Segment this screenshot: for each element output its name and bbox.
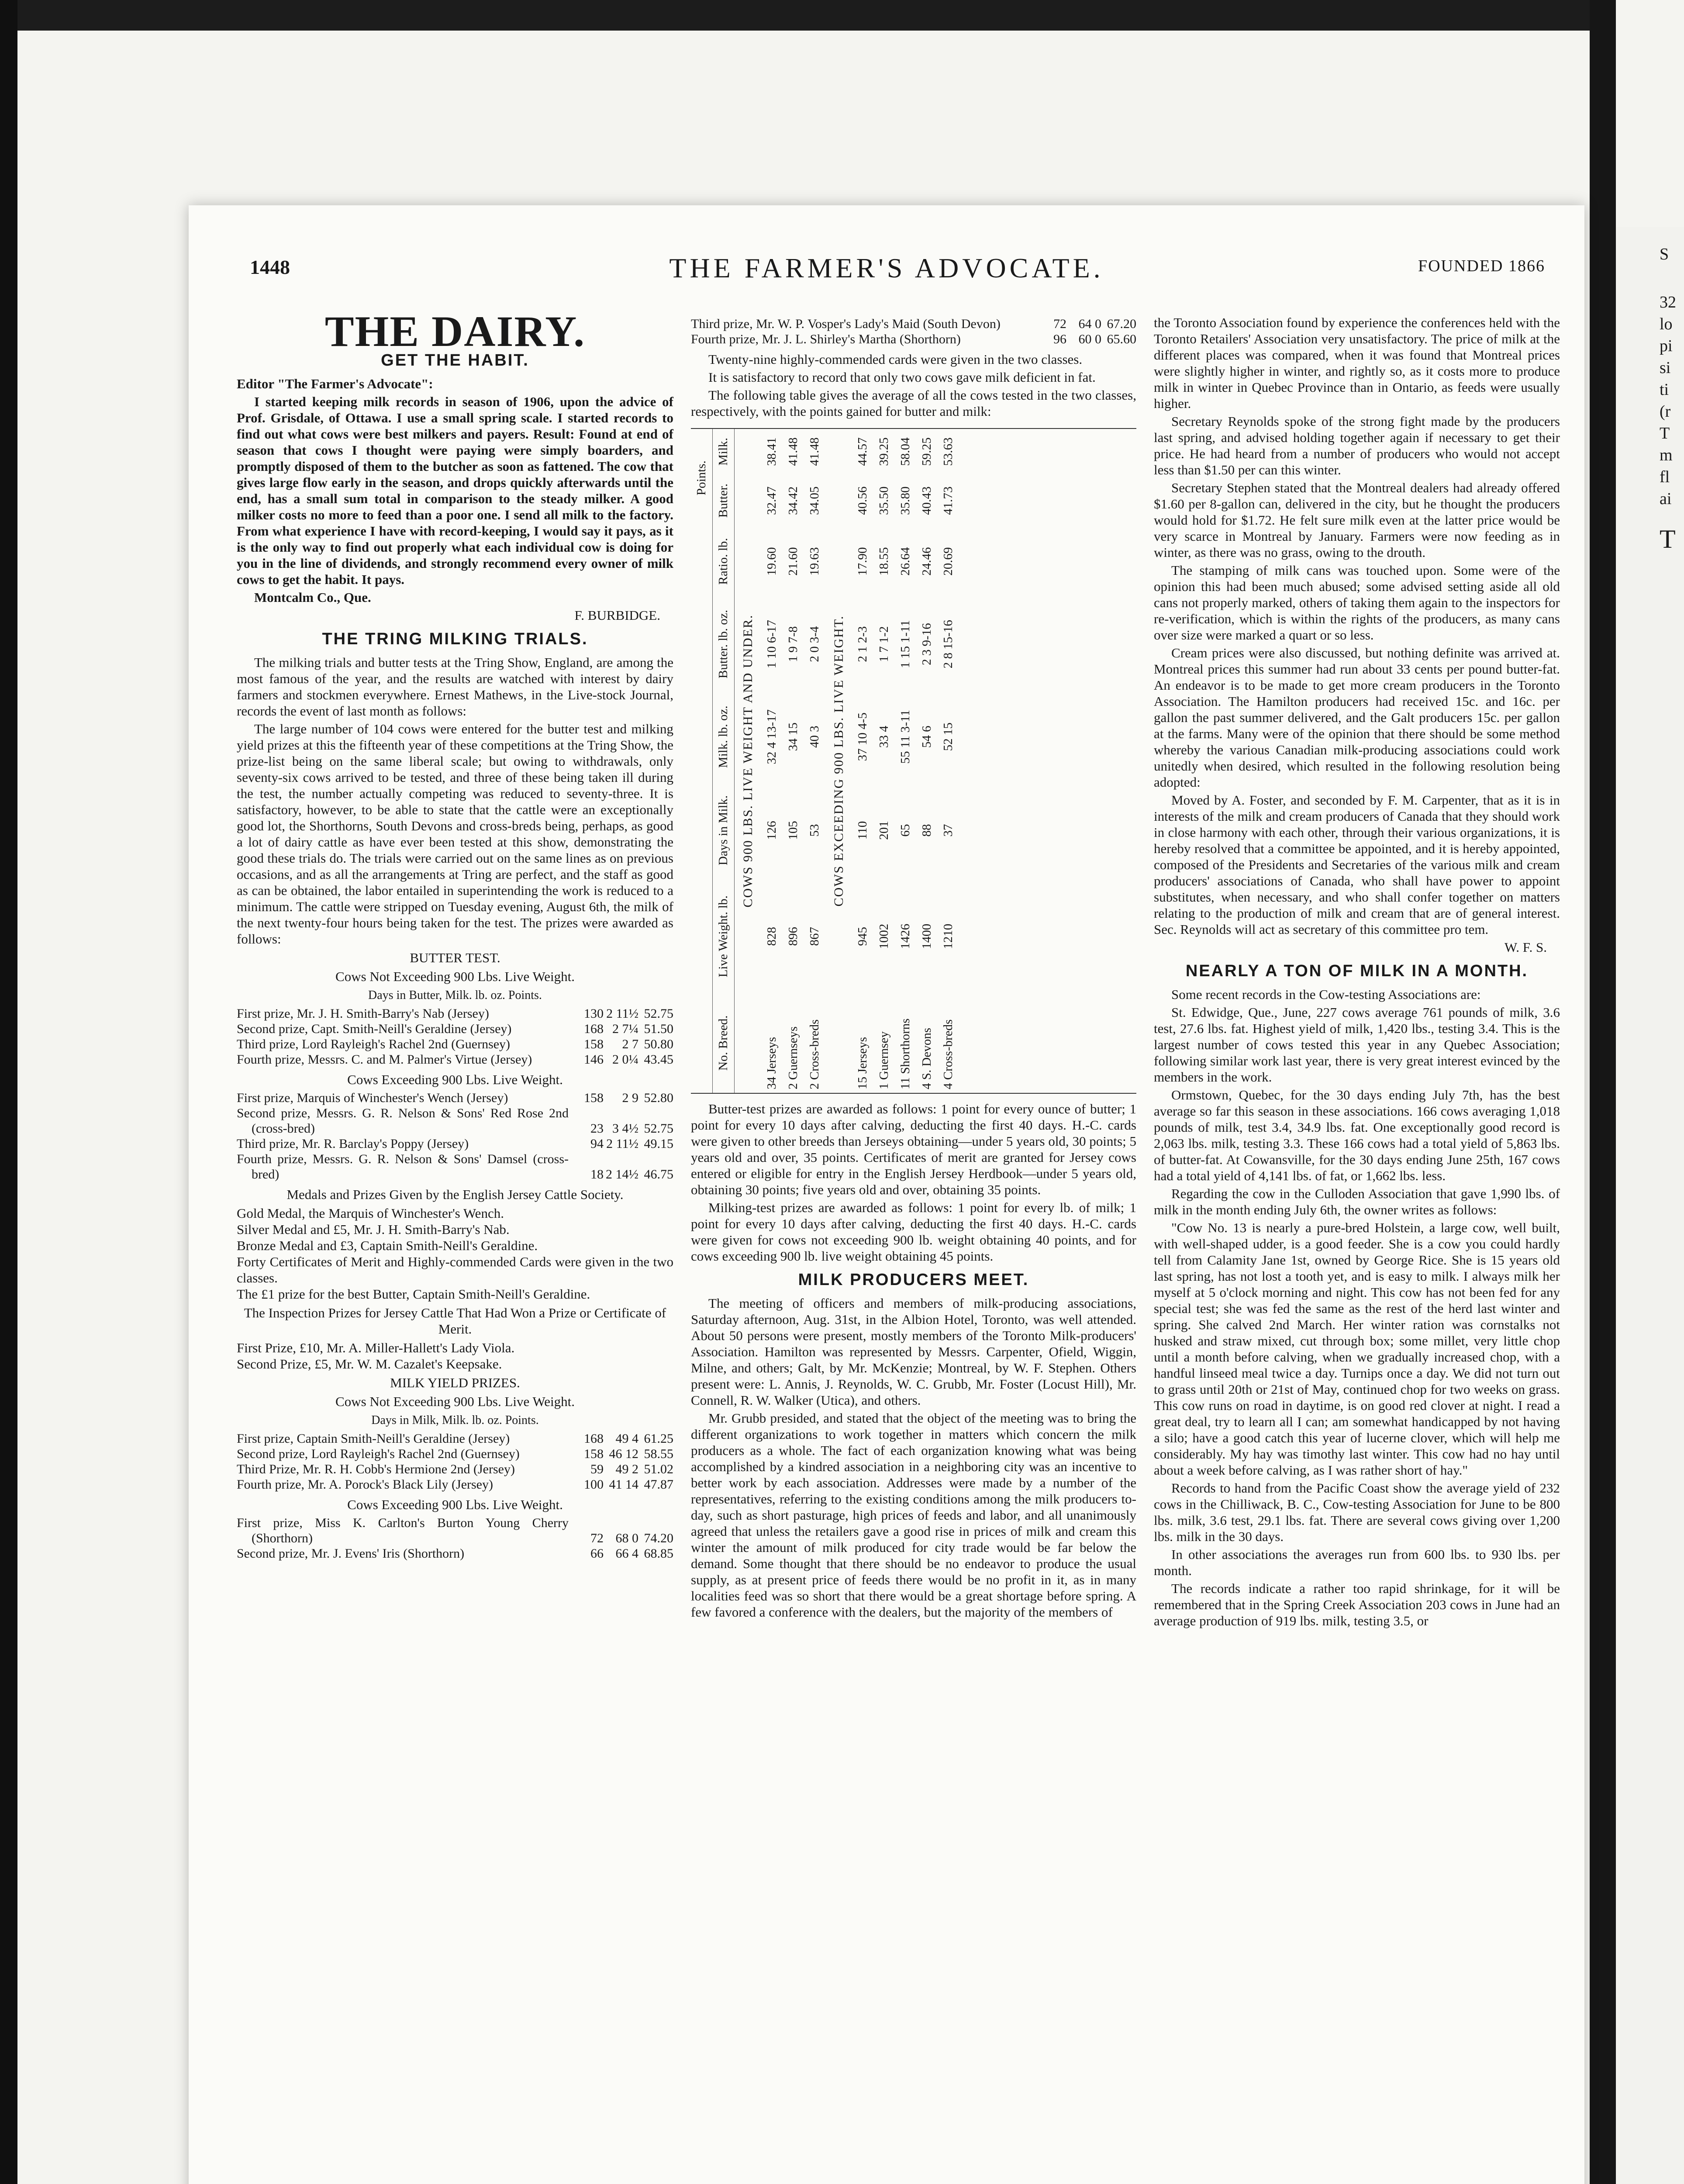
habit-editor: Editor "The Farmer's Advocate": [237,376,433,391]
col-header: Live Weight. lb. [713,880,735,993]
newspaper-page [189,205,1584,2184]
column-3 [1154,314,1560,1631]
strip-fragment: lo [1660,315,1673,333]
meet-body-2: Mr. Grubb presided, and stated that the object of the meeting was to bring the different organizations to work together in matters which concern the milk producers as a whole. The fact of each organization knowing what was being accomplished by a kindred association in a neighboring city was an incentive to better work by each association. Addresses were made by a number of the representatives, referring to the existing conditions among the milk producers to-day, such as short pasturage, high prices of feeds and labor, and all unanimously agreed that unless the retailers gave a good rise in prices of milk and cream this winter the amount of milk produced for city trade would be far below the demand. Some thought that there should be no endeavor to produce the usual supply, as at present price of feeds there would be no profit in it, as in many localities feed was so short that there would be a great shortage before spring. A few favored a conference with the dealers, but the majority of the members of [691,1410,1136,1620]
average-table-rotated [691,428,1136,1094]
medal-line: Gold Medal, the Marquis of Winchester's Wench. [237,1206,504,1221]
medal-line: The £1 prize for the best Butter, Captain Smith-Neill's Geraldine. [237,1286,590,1302]
col-header: Butter. [713,474,735,527]
article-heading-meet: MILK PRODUCERS MEET. [798,1271,1029,1289]
inspection-heading: The Inspection Prizes for Jersey Cattle That Had Won a Prize or Certificate of Merit. [244,1305,666,1337]
page-header [189,252,1584,295]
ton-ormstown: Ormstown, Quebec, for the 30 days ending July 7th, has the best average so far this season in these associations. 166 cows averaging 1,018 pounds of milk, test 3.4, 34.9 lbs. fat. One exceptionally good record is 2,063 lbs. milk, testing 3.3. These 166 cows had a total yield of 5,863 lbs. of butter-fat. At Cowansville, for the 30 days ending June 25th, 167 cows had a total yield of 4,141 lbs. of fat, or 1,662 lbs. less. [1154,1087,1560,1183]
col-header: No. Breed. [713,993,735,1093]
hc-cards-note: Twenty-nine highly-commended cards were given in the two classes. [708,352,1083,367]
table-row: Fourth prize, Messrs. G. R. Nelson & Sons' Damsel (cross-bred) 18 2 14½ 46.75 [237,1152,673,1182]
meet-signature: W. F. S. [1504,940,1547,955]
left-dark-edge [0,0,17,2184]
column-2 [691,314,1136,1622]
table-row: 4 S. Devons 1400 88 54 6 2 3 9-16 24.46 40.43 59.25 [920,437,934,1089]
table-row: 1 Guernsey 1002 201 33 4 1 7 1-2 18.55 35.50 39.25 [877,437,891,1089]
butter-test-sub2: Cows Exceeding 900 Lbs. Live Weight. [347,1072,563,1087]
inspection-line: Second Prize, £5, Mr. W. M. Cazalet's Keepsake. [237,1356,502,1372]
average-table-intro: The following table gives the average of all the cows tested in the two classes, respectively, with the points gained for butter and milk: [691,387,1136,419]
section-title: THE DAIRY. [324,307,586,356]
butter-test-rules: Butter-test prizes are awarded as follows: 1 point for every ounce of butter; 1 point for every 10 days after calving, deducting the first 40 days. H.-C. cards were given to other breeds than Jerseys obtaining—under 5 years old, 30 points; 5 years old and over, 35 points. Certificates of merit are granted for Jersey cows entered or eligible for entry in the English Jersey Herdbook—under 5 years old, obtaining 30 points; five years old and over, obtaining 35 points. [691,1101,1136,1197]
table-row: Fourth prize, Mr. J. L. Shirley's Martha (Shorthorn) 96 60 0 65.60 [691,332,1136,346]
strip-fragment: T [1660,525,1676,553]
points-label: Points. [691,429,713,527]
habit-location: Montcalm Co., Que. [254,590,371,605]
milking-test-rules: Milking-test prizes are awarded as follows: 1 point for every lb. of milk; 1 point for every 10 days after calving, deducting the first 40 days. H.-C. cards were given for cows not exceeding 900 lb. weight obtaining 40 points, and for cows exceeding 900 lb. live weight obtaining 45 points. [691,1200,1136,1264]
strip-fragment: m [1660,446,1673,464]
ton-edwidge: St. Edwidge, Que., June, 227 cows average 761 pounds of milk, 3.6 test, 27.6 lbs. fat. Highest yield of milk, 1,420 lbs., testing 3.4. This is the largest number of cows tested this year in any Quebec Association; following similar work last year, there is very great interest evinced by the members in the work. [1154,1005,1560,1085]
butter-test-sub1: Cows Not Exceeding 900 Lbs. Live Weight. [335,969,575,984]
table-row: 15 Jerseys 945 110 37 10 4-5 2 1 2-3 17.90 40.56 44.57 [856,437,870,1089]
ton-pacific: Records to hand from the Pacific Coast show the average yield of 232 cows in the Chilliwack, B. C., Cow-testing Association for June to be 800 lbs. milk, 3.6 test, 29.1 lbs. fat. There are several cows giving over 1,200 lbs. milk in the 30 days. [1154,1480,1560,1544]
publication-title: THE FARMER'S ADVOCATE. [669,252,1104,283]
strip-fragment: T [1660,424,1670,442]
table-row: Fourth prize, Mr. A. Porock's Black Lily (Jersey) 100 41 14 47.87 [237,1477,673,1492]
medal-line: Forty Certificates of Merit and Highly-commended Cards were given in the two classes. [237,1254,673,1286]
table-row: 2 Guernseys 896 105 34 15 1 9 7-8 21.60 34.42 41.48 [786,437,800,1089]
table-caption-1: COWS 900 LBS. LIVE WEIGHT AND UNDER. [741,614,755,908]
table-row: Second prize, Messrs. G. R. Nelson & Sons' Red Rose 2nd (cross-bred) 23 3 4½ 52.75 [237,1106,673,1136]
meet-stamping: The stamping of milk cans was touched upon. Some were of the opinion this had been much abused; some advised setting aside all old cans not properly marked, others of taking them again to the inspectors for re-verification, which is within the rights of the producers, as many cans over size were marked a quart or so less. [1154,563,1560,643]
strip-fragment: fl [1660,468,1670,486]
table-row: Third prize, Lord Rayleigh's Rachel 2nd (Guernsey) 158 2 7 50.80 [237,1037,673,1051]
table-row: 4 Cross-breds 1210 37 52 15 2 8 15-16 20.69 41.73 53.63 [941,437,955,1089]
col-header: Butter. lb. oz. [713,596,735,692]
table-caption-2: COWS EXCEEDING 900 LBS. LIVE WEIGHT. [832,615,846,907]
habit-body: I started keeping milk records in season of 1906, upon the advice of Prof. Grisdale, of Ottawa. I use a small spring scale. I started records to find out what cows were best milkers and payers. Result: Found at end of season that cows I thought were paying were simply boarders, and promptly disposed of them to the butcher as soon as fattened. The cow that gives large flow early in the season, and drops quickly afterwards until the end, has a small sum total in comparison to the steady milker. A good milker costs no more to feed than a poor one. I send all milk to the factory. From what experience I have with record-keeping, I would say it pays, as it is the only way to find out properly what each individual cow is doing for you in the line of dividends, and strongly recommend every owner of milk cows to get the habit. It pays. [237,394,673,587]
strip-fragment: S [1660,245,1669,263]
average-table [691,429,959,1093]
ton-letter: "Cow No. 13 is nearly a pure-bred Holstein, a large cow, well built, with well-shaped udder, is a good feeder. She is a cow you could hardly tell from Calamity Jane 1st, owned by George Rice. She is 15 years old last spring, has not lost a tooth yet, and is easy to milk. I always milk her myself at 5 o'clock morning and night. This cow has not been fed for any special test; she was fed the same as the rest of the herd last winter and spring. She calved 2nd March. Her winter ration was cornstalks not husked and straw mixed, cut through box; some millet, very little chop until a month before calving, when we gradually increased chop, with a handful linseed meal twice a day. Turnips once a day. We did not turn out to grass until 20th or 21st of May, continued chop for two weeks on grass. This cow runs on road in daytime, is on good red clover at night. I read a great deal, try to learn all I can; am somewhat handicapped by not having a silo; have a good catch this year of lucerne clover, which will help me considerably. My hay was timothy last winter. This cow had no hay until about a week before calving, as I was rather short of hay." [1154,1220,1560,1478]
milk-yield-sub2: Cows Exceeding 900 Lbs. Live Weight. [347,1497,563,1512]
table-row: 34 Jerseys 828 126 32 4 13-17 1 10 6-17 19.60 32.47 38.41 [765,437,779,1089]
top-dark-edge [17,0,1590,31]
habit-signature: F. BURBIDGE. [574,608,660,623]
table-row: First prize, Mr. J. H. Smith-Barry's Nab (Jersey) 130 2 11½ 52.75 [237,1006,673,1021]
founded-line: FOUNDED 1866 [1418,257,1545,275]
spine-edge [1590,0,1616,2184]
milk-yield-sub1: Cows Not Exceeding 900 Lbs. Live Weight. [335,1394,575,1409]
table-row: Second prize, Lord Rayleigh's Rachel 2nd (Guernsey) 158 46 12 58.55 [237,1447,673,1461]
milk-yield-heading: MILK YIELD PRIZES. [390,1375,520,1390]
table-row: Second prize, Mr. J. Evens' Iris (Shorthorn) 66 66 4 68.85 [237,1546,673,1561]
meet-reynolds: Secretary Reynolds spoke of the strong fight made by the producers last spring, and advised holding together again if necessary to get their price. He had heard from a number of producers who would not accept less than $1.50 per can this winter. [1154,414,1560,477]
meet-resolution: Moved by A. Foster, and seconded by F. M. Carpenter, that as it is in interests of the milk and cream producers of Canada that they should work in close harmony with each other, through their various organizations, it is hereby resolved that a committee be appointed, and it is hereby appointed, composed of the Presidents and Secretaries of the various milk and cream producers' associations of Canada, who shall have power to appoint substitutes, when necessary, and who shall confer together on matters relating to the production of milk and cream that are of general interest. Sec. Reynolds will act as secretary of this committee pro tem. [1154,792,1560,937]
article-heading-tring: THE TRING MILKING TRIALS. [322,630,588,648]
meet-stephen: Secretary Stephen stated that the Montreal dealers had already offered $1.60 per 8-gallon can, delivered in the city, but he thought the producers would hold for $1.72. He felt sure milk even at the latter price would be very scarce in Montreal by January. Farmers were now feeding as in winter, as there was no grass, owing to the drouth. [1154,480,1560,560]
article-heading-habit: GET THE HABIT. [381,351,529,370]
medal-line: Silver Medal and £5, Mr. J. H. Smith-Barry's Nab. [237,1222,510,1237]
milk-yield-table-2-continued [691,316,1136,347]
ton-intro: Some recent records in the Cow-testing Associations are: [1171,987,1481,1002]
table-row: Third Prize, Mr. R. H. Cobb's Hermione 2nd (Jersey) 59 49 2 51.02 [237,1462,673,1476]
inspection-line: First Prize, £10, Mr. A. Miller-Hallett's Lady Viola. [237,1340,515,1355]
col-header: Ratio. lb. [713,527,735,596]
table-row: Second prize, Capt. Smith-Neill's Geraldine (Jersey) 168 2 7¼ 51.50 [237,1022,673,1036]
table-row: Third prize, Mr. R. Barclay's Poppy (Jersey) 94 2 11½ 49.15 [237,1137,673,1151]
ton-culloden: Regarding the cow in the Culloden Association that gave 1,990 lbs. of milk in the month ending July 6th, the owner writes as follows: [1154,1186,1560,1217]
milk-yield-table-2 [237,1515,673,1561]
butter-test-table-1 [237,1006,673,1067]
col-header: Milk. [713,429,735,474]
table-row: 11 Shorthorns 1426 65 55 11 3-11 1 15 1-11 26.64 35.80 58.04 [898,437,912,1089]
table-row: First prize, Marquis of Winchester's Wench (Jersey) 158 2 9 52.80 [237,1091,673,1105]
strip-fragment: (r [1660,402,1671,421]
tring-intro: The milking trials and butter tests at the Tring Show, England, are among the most famous of the year, and the results are watched with interest by dairy farmers and stockmen everywhere. Ernest Mathews, in the Live-stock Journal, records the event of last month as follows: [237,655,673,719]
strip-fragment: pi [1660,337,1673,355]
table-row: First prize, Captain Smith-Neill's Geraldine (Jersey) 168 49 4 61.25 [237,1431,673,1446]
strip-fragment: si [1660,359,1671,377]
milk-yield-columns: Days in Milk, Milk. lb. oz. Points. [371,1413,539,1427]
butter-test-table-2 [237,1090,673,1182]
butter-test-heading: BUTTER TEST. [410,950,500,965]
col-header: Milk. lb. oz. [713,692,735,781]
meet-continued: the Toronto Association found by experience the conferences held with the Toronto Retailers' Association very unsatisfactory. The price of milk at the different places was compared, when it was found that Montreal prices were slightly higher in winter, and rightly so, as it costs more to produce milk in winter in Quebec Province than in Ontario, as feeds were usually higher. [1154,315,1560,411]
medal-line: Bronze Medal and £3, Captain Smith-Neill's Geraldine. [237,1238,538,1253]
milk-yield-table-1 [237,1431,673,1492]
page-number: 1448 [250,256,290,278]
strip-fragment: ti [1660,380,1669,399]
adjacent-page-strip [1616,227,1684,2184]
medals-heading: Medals and Prizes Given by the English Jersey Cattle Society. [286,1187,624,1202]
strip-fragment: 32 [1660,293,1676,311]
ton-records: The records indicate a rather too rapid shrinkage, for it will be remembered that in the Spring Creek Association 203 cows in June had an average production of 919 lbs. milk, testing 3.5, or [1154,1581,1560,1628]
table-row: 2 Cross-breds 867 53 40 3 2 0 3-4 19.63 34.05 41.48 [807,437,821,1089]
table-row: Fourth prize, Messrs. C. and M. Palmer's Virtue (Jersey) 146 2 0¼ 43.45 [237,1052,673,1067]
butter-test-columns: Days in Butter, Milk. lb. oz. Points. [368,988,542,1002]
meet-body: The meeting of officers and members of milk-producing associations, Saturday afternoon, Aug. 31st, in the Albion Hotel, Toronto, was well attended. About 50 persons were present, mostly members of the Toronto Milk-producers' Association. Hamilton was represented by Messrs. Carpenter, Ofield, Wiggin, Milne, and others; Galt, by Mr. McKenzie; Montreal, by W. F. Stephen. Others present were: L. Annis, J. Reynolds, W. C. Grubb, Mr. Foster (Locust Hill), Mr. Connell, R. W. Walker (Utica), and others. [691,1296,1136,1408]
table-row: First prize, Miss K. Carlton's Burton Young Cherry (Shorthorn) 72 68 0 74.20 [237,1516,673,1545]
table-row: Third prize, Mr. W. P. Vosper's Lady's Maid (South Devon) 72 64 0 67.20 [691,317,1136,331]
deficient-fat-note: It is satisfactory to record that only two cows gave milk deficient in fat. [708,370,1096,385]
tring-body: The large number of 104 cows were entered for the butter test and milking yield prizes at this the fifteenth year of these competitions at the Tring Show, the prize-list being on the same liberal scale; but owing to withdrawals, only seventy-six cows arrived to be tested, and three of these being taken ill during the test, the number actually competing was reduced to seventy-three. It is satisfactory, however, to be able to state that the cattle were an exceptionally good lot, the Shorthorns, South Devons and cross-breds being, perhaps, as good a lot of dairy cattle as have ever been tested at this show, demonstrating the good these trials do. The trials were carried out on the same lines as on previous occasions, and as all the arrangements at Tring are perfect, and the staff as good as can be obtained, the labor entailed in superintending the work is reduced to a minimum. The cattle were stripped on Tuesday evening, August 6th, the milk of the next twenty-four hours being taken for the test. The prizes were awarded as follows: [237,721,673,947]
article-heading-ton: NEARLY A TON OF MILK IN A MONTH. [1185,962,1529,980]
col-header: Days in Milk. [713,781,735,880]
ton-others: In other associations the averages run from 600 lbs. to 930 lbs. per month. [1154,1547,1560,1578]
meet-cream: Cream prices were also discussed, but nothing definite was arrived at. Montreal prices this summer had run about 33 cents per pound butter-fat. An endeavor is to be made to get more cream producers in the Toronto Association. The Hamilton producers had received 15c. and 16c. per gallon the past summer delivered, and the Galt producers 15c. per gallon at the farms. Many were of the opinion that there should be some method whereby the various Canadian milk-producing associations could work unitedly when desired, which resulted in the following resolution being adopted: [1154,645,1560,790]
strip-fragment: ai [1660,490,1672,508]
column-1 [237,307,673,1565]
